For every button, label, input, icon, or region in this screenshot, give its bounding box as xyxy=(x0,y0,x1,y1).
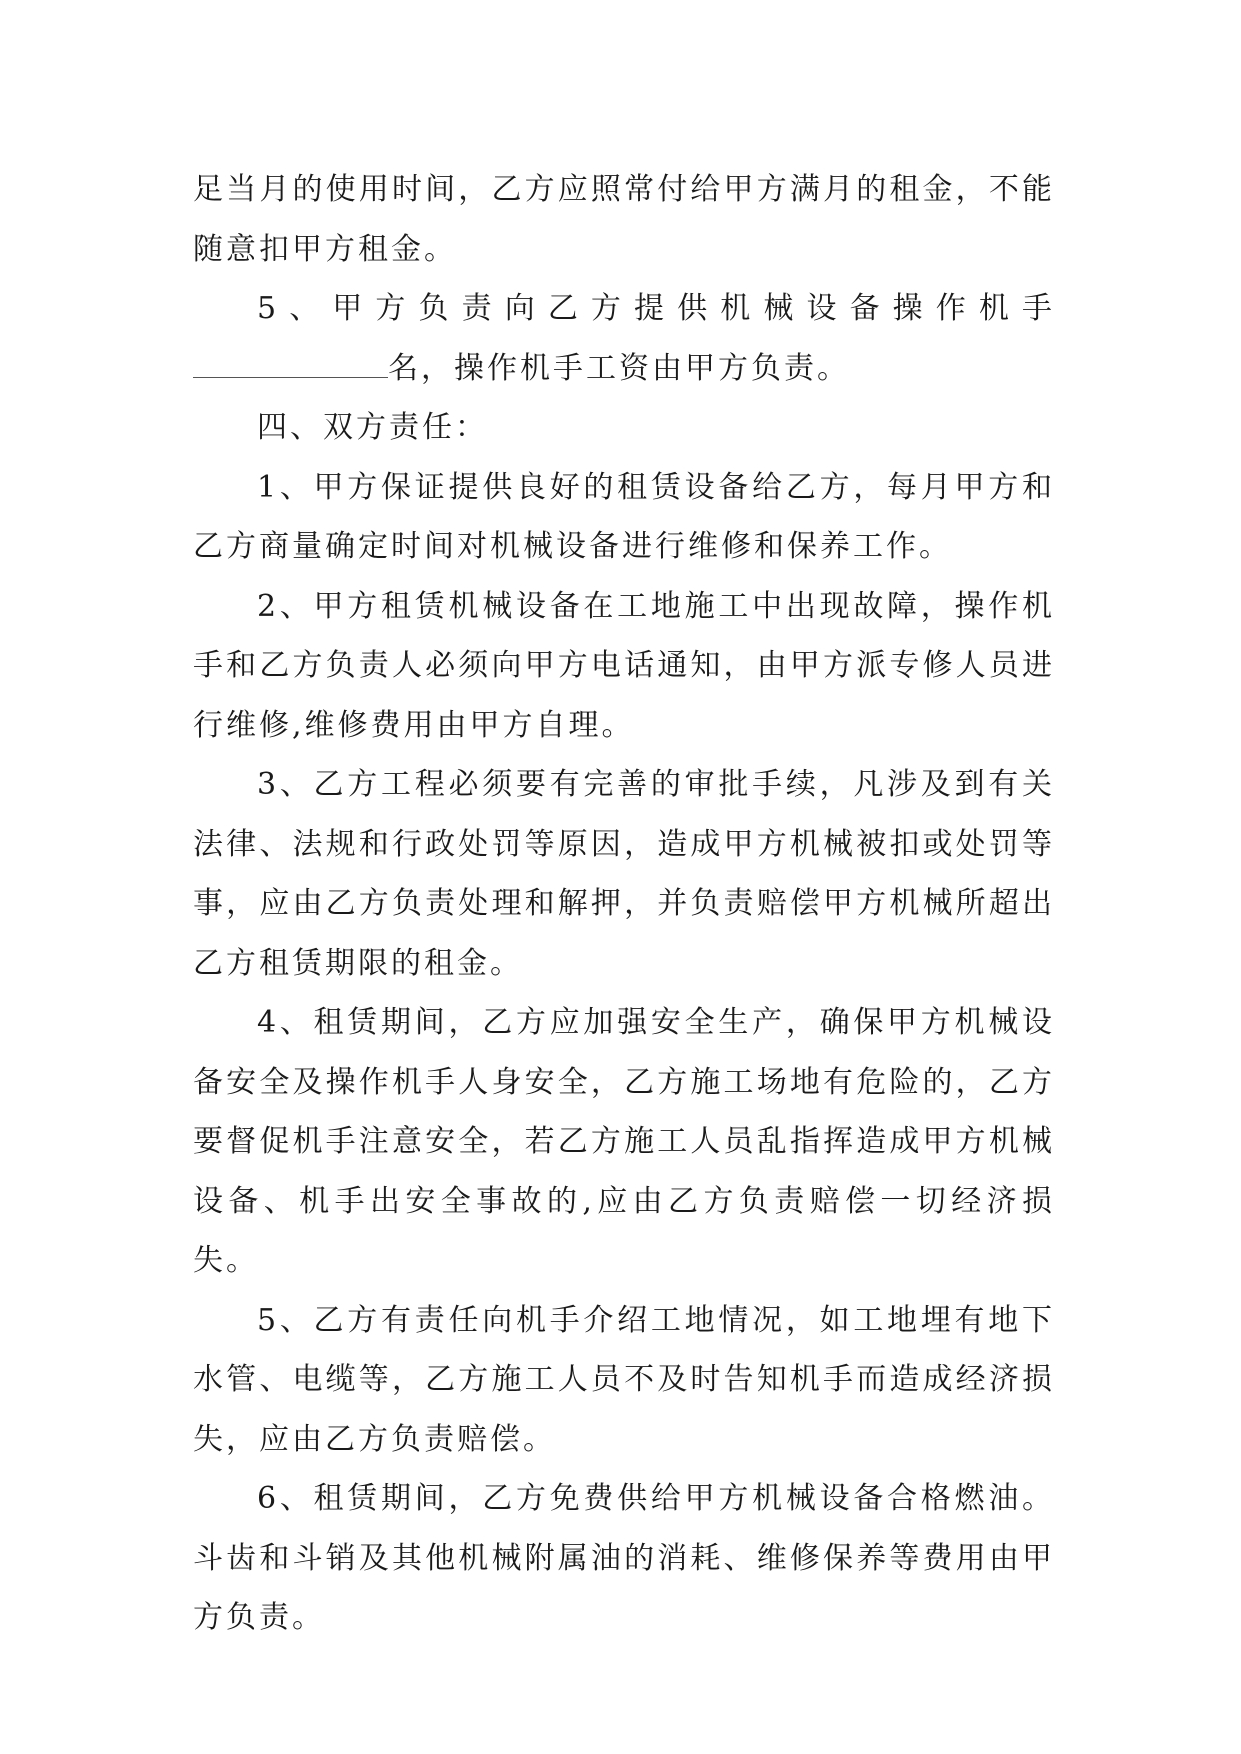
clause-text-before-blank: 5、甲方负责向乙方提供机械设备操作机手 xyxy=(257,291,1055,326)
paragraph-responsibility-6: 6、租赁期间，乙方免费供给甲方机械设备合格燃油。斗齿和斗销及其他机械附属油的消耗、维修保养等费用由甲方负责。 xyxy=(193,1481,1055,1635)
clause-text-after-blank: 名，操作机手工资由甲方负责。 xyxy=(388,350,850,386)
fill-in-blank xyxy=(193,347,388,378)
section-heading-mutual-responsibilities: 四、双方责任： xyxy=(257,410,488,445)
paragraph-continuation: 足当月的使用时间，乙方应照常付给甲方满月的租金，不能随意扣甲方租金。 xyxy=(193,172,1055,267)
paragraph-clause-5-operators xyxy=(193,279,1055,398)
paragraph-responsibility-4: 4、租赁期间，乙方应加强安全生产，确保甲方机械设备安全及操作机手人身安全，乙方施工场地有危险的，乙方要督促机手注意安全，若乙方施工人员乱指挥造成甲方机械设备、机手出安全事故的,应由乙方负责赔偿一切经济损失。 xyxy=(193,1005,1055,1278)
paragraph-responsibility-5: 5、乙方有责任向机手介绍工地情况，如工地埋有地下水管、电缆等，乙方施工人员不及时告知机手而造成经济损失，应由乙方负责赔偿。 xyxy=(193,1302,1055,1457)
paragraph-responsibility-3: 3、乙方工程必须要有完善的审批手续，凡涉及到有关法律、法规和行政处罚等原因，造成甲方机械被扣或处罚等事，应由乙方负责处理和解押，并负责赔偿甲方机械所超出乙方租赁期限的租金。 xyxy=(193,767,1055,981)
paragraph-responsibility-1: 1、甲方保证提供良好的租赁设备给乙方，每月甲方和乙方商量确定时间对机械设备进行维修和保养工作。 xyxy=(193,469,1055,564)
document-body xyxy=(193,160,1055,1648)
paragraph-responsibility-2: 2、甲方租赁机械设备在工地施工中出现故障，操作机手和乙方负责人必须向甲方电话通知，由甲方派专修人员进行维修,维修费用由甲方自理。 xyxy=(193,588,1055,743)
